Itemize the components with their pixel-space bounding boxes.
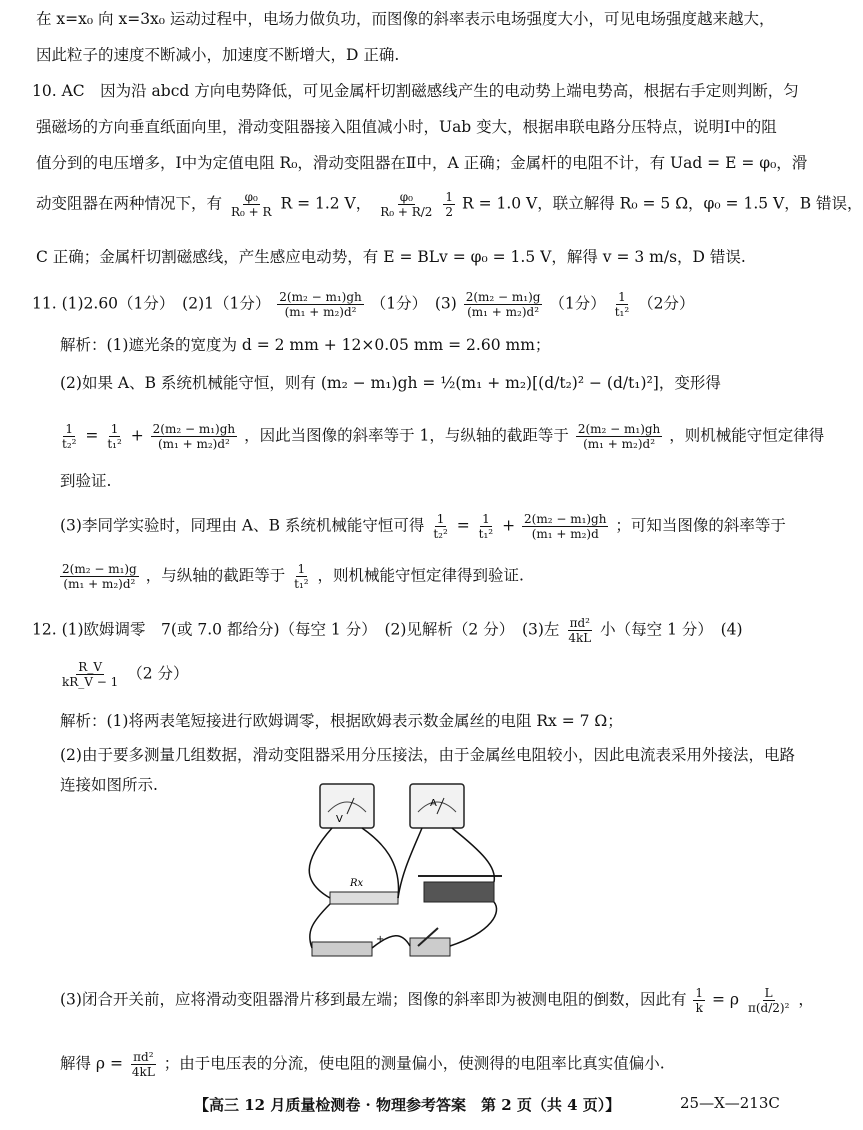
fraction <box>60 422 78 451</box>
page-footer: 【高三 12 月质量检测卷 · 物理参考答案 第 2 页（共 4 页）】 <box>194 1096 621 1114</box>
num: 1 <box>297 562 306 576</box>
rheostat <box>418 876 502 902</box>
text: (3)闭合开关前，应将滑动变阻器滑片移到最左端；图像的斜率即为被测电阻的倒数，因此有 <box>60 990 687 1009</box>
den: 4kL <box>568 631 592 645</box>
text: + <box>130 426 144 445</box>
text-line: 在 x=x₀ 向 x=3x₀ 运动过程中，电场力做负功，而图像的斜率表示电场强度大小，可见电场强度越来越大， <box>36 10 775 28</box>
den: R₀ + R <box>230 205 272 219</box>
fraction <box>613 290 631 319</box>
text: 动变阻器在两种情况下，有 <box>36 194 223 213</box>
num: 2(m₂ − m₁)gh <box>577 422 661 436</box>
doc-code: 25—X—213C <box>680 1094 780 1112</box>
text: 解得 ρ = <box>60 1054 123 1073</box>
fraction <box>151 422 237 451</box>
text-line: C 正确；金属杆切割磁感线，产生感应电动势，有 E = BLv = φ₀ = 1.5 V，解得 v = 3 m/s，D 错误. <box>36 248 746 266</box>
text: ，则机械能守恒定律得 <box>669 426 825 445</box>
den: R₀ + R/2 <box>380 205 433 219</box>
num: R_V <box>78 660 102 674</box>
num: 2(m₂ − m₁)gh <box>152 422 236 436</box>
ammeter <box>410 784 464 828</box>
fraction <box>277 290 363 319</box>
den: (m₁ + m₂)d² <box>157 437 230 451</box>
den: t₁² <box>294 577 309 591</box>
num: 1 <box>695 986 704 1000</box>
num: 2(m₂ − m₁)gh <box>279 290 362 304</box>
text: ，因此当图像的斜率等于 1，与纵轴的截距等于 <box>244 426 569 445</box>
text: R = 1.2 V， <box>280 194 372 213</box>
fraction <box>477 512 495 541</box>
switch <box>410 928 450 956</box>
num: 2(m₂ − m₁)g <box>465 290 541 304</box>
q11-line <box>32 290 762 319</box>
text-line <box>60 512 786 541</box>
fraction <box>378 190 434 219</box>
text: + <box>502 516 516 535</box>
fraction <box>464 290 543 319</box>
circuit-figure <box>292 782 518 974</box>
text: R = 1.0 V，联立解得 R₀ = 5 Ω，φ₀ = 1.5 V，B 错误， <box>461 194 863 213</box>
den: t₁² <box>478 527 494 541</box>
den: 4kL <box>131 1065 155 1079</box>
text-line <box>58 422 825 451</box>
num: 1 <box>482 512 490 526</box>
fraction <box>130 1050 157 1079</box>
den: (m₁ + m₂)d² <box>467 305 540 319</box>
text-line: 解析：(1)遮光条的宽度为 d = 2 mm + 12×0.05 mm = 2.60 mm； <box>60 336 551 354</box>
num: 1 <box>110 422 119 436</box>
den: t₁² <box>614 305 630 319</box>
den: kR_V − 1 <box>62 675 119 689</box>
text-line: (2)由于要多测量几组数据，滑动变阻器采用分压接法，由于金属丝电阻较小，因此电流表采用外接法，电路 <box>60 746 795 764</box>
num: 1 <box>65 422 74 436</box>
fraction <box>443 190 455 219</box>
fraction <box>566 616 593 645</box>
text-line: 到验证. <box>60 472 112 490</box>
fraction <box>522 512 608 541</box>
voltmeter <box>320 784 374 828</box>
den: (m₁ + m₂)d <box>531 527 599 541</box>
fraction <box>105 422 123 451</box>
text: = ρ <box>711 990 740 1009</box>
q12-line <box>32 616 762 645</box>
den: (m₁ + m₂)d² <box>63 577 136 591</box>
text-line: 因此粒子的速度不断减小，加速度不断增大，D 正确. <box>36 46 400 64</box>
fraction <box>60 660 120 689</box>
num: 1 <box>618 290 626 304</box>
num: πd² <box>133 1050 154 1064</box>
text-line <box>60 986 814 1015</box>
den: t₂² <box>433 527 448 541</box>
text-line <box>58 660 764 689</box>
text-line: 值分到的电压增多，Ⅰ中为定值电阻 R₀，滑动变阻器在Ⅱ中，A 正确；金属杆的电阻不计，有 Uad = E = φ₀，滑 <box>36 154 808 172</box>
text-line: 强磁场的方向垂直纸面向里，滑动变阻器接入阻值减小时，Uab 变大，根据串联电路分压特点，说明Ⅰ中的阻 <box>36 118 777 136</box>
text-line: (2)如果 A、B 系统机械能守恒，则有 (m₂ − m₁)gh = ½(m₁ + m₂)[(d/t₂)² − (d/t₁)²]，变形得 <box>60 374 721 392</box>
text-line <box>58 562 764 591</box>
text: ，则机械能守恒定律得到验证. <box>317 566 524 585</box>
den: (m₁ + m₂)d² <box>583 437 656 451</box>
text: ，与纵轴的截距等于 <box>145 566 286 585</box>
q10-line: 10. AC 因为沿 abcd 方向电势降低，可见金属杆切割磁感线产生的电动势上端电势高，根据右手定则判断，匀 <box>32 82 799 100</box>
text: (3)李同学实验时，同理由 A、B 系统机械能守恒可得 <box>60 516 425 535</box>
fraction <box>431 512 449 541</box>
text: 11. (1)2.60（1分） (2)1（1分） <box>32 294 271 313</box>
fraction <box>60 562 139 591</box>
den: π(d/2)² <box>747 1001 790 1015</box>
fraction <box>746 986 791 1015</box>
fraction <box>292 562 310 591</box>
text: ；由于电压表的分流，使电阻的测量偏小，使测得的电阻率比真实值偏小. <box>163 1054 665 1073</box>
den: k <box>695 1001 703 1015</box>
text-line <box>36 190 863 219</box>
voltmeter-label: V <box>336 814 343 825</box>
den: (m₁ + m₂)d² <box>284 305 357 319</box>
fraction <box>693 986 705 1015</box>
den: 2 <box>445 205 454 219</box>
text: ；可知当图像的斜率等于 <box>615 516 786 535</box>
fraction <box>229 190 274 219</box>
den: t₂² <box>62 437 77 451</box>
num: 1 <box>436 512 445 526</box>
num: L <box>764 986 773 1000</box>
fraction <box>576 422 662 451</box>
text: （2 分） <box>127 664 189 683</box>
ammeter-label: A <box>430 798 437 809</box>
text: （1分） (3) <box>370 294 457 313</box>
text: = <box>85 426 99 445</box>
num: φ₀ <box>244 190 258 204</box>
num: 1 <box>445 190 454 204</box>
num: 2(m₂ − m₁)g <box>62 562 137 576</box>
text-line: 连接如图所示. <box>60 776 158 794</box>
text-line: 解析：(1)将两表笔短接进行欧姆调零，根据欧姆表示数金属丝的电阻 Rx = 7 Ω； <box>60 712 623 730</box>
num: φ₀ <box>399 190 413 204</box>
num: πd² <box>569 616 590 630</box>
text: ， <box>798 990 814 1009</box>
den: t₁² <box>107 437 122 451</box>
rx-label: Rx <box>350 878 364 889</box>
num: 2(m₂ − m₁)gh <box>524 512 607 526</box>
text: 12. (1)欧姆调零 7(或 7.0 都给分)（每空 1 分） (2)见解析（2 分） (3)左 <box>32 620 560 639</box>
text: 小（每空 1 分） (4) <box>600 620 743 639</box>
text-line <box>60 1050 766 1079</box>
text: （1分） <box>549 294 606 313</box>
text: = <box>456 516 470 535</box>
battery-plus-label: + <box>376 934 385 945</box>
text: （2分） <box>638 294 695 313</box>
resistor-rx <box>330 878 398 904</box>
battery <box>312 934 384 956</box>
